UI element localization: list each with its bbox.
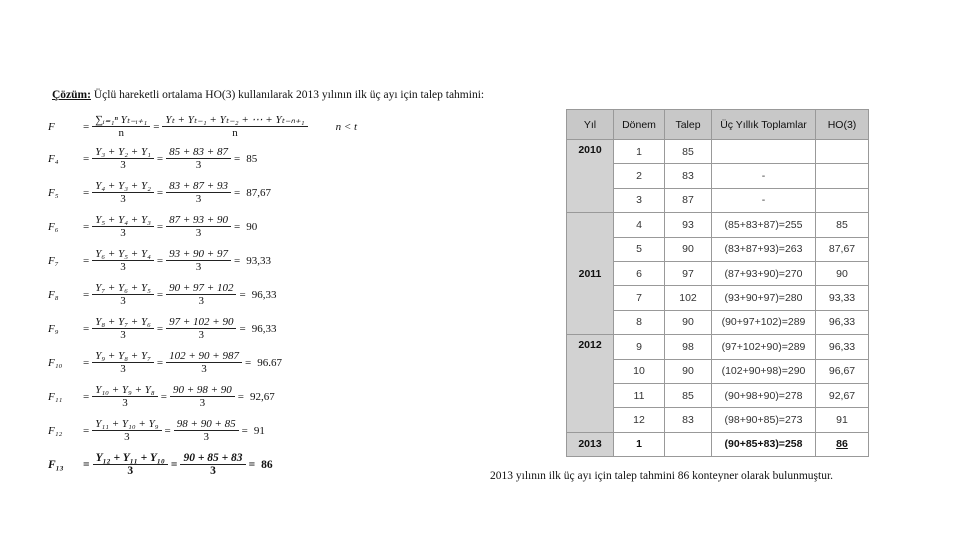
formula-result: 85	[246, 152, 258, 165]
formula-result: 96,33	[251, 322, 277, 335]
formula-num2: 90 + 98 + 90	[170, 384, 235, 397]
year-cell: 2013	[567, 432, 614, 456]
period-cell: 3	[614, 188, 665, 212]
formula-den2: 3	[195, 159, 202, 171]
year-cell: 2012	[567, 335, 614, 433]
formula-num2: 90 + 97 + 102	[166, 282, 236, 295]
totals-cell: (85+83+87)=255	[712, 213, 816, 237]
formula-den2: 3	[195, 227, 202, 239]
formula-result: 91	[253, 424, 265, 437]
formula-result: 96,33	[251, 288, 277, 301]
totals-cell: (98+90+85)=273	[712, 408, 816, 432]
formula-lhs: F₇	[48, 254, 59, 267]
period-cell: 1	[614, 432, 665, 456]
ho3-cell: 92,67	[816, 383, 869, 407]
formula-num: ∑ᵢ₌₁ⁿ Yₜ₋ᵢ₊₁	[92, 114, 150, 127]
demand-cell: 97	[665, 261, 712, 285]
formula-num2: Yₜ + Yₜ₋₁ + Yₜ₋₂ + ⋯ + Yₜ₋ₙ₊₁	[162, 114, 307, 127]
col-header-period: Dönem	[614, 110, 665, 140]
col-header-demand: Talep	[665, 110, 712, 140]
formula-num2: 85 + 83 + 87	[166, 146, 231, 159]
ho3-cell: 90	[816, 261, 869, 285]
general-formula: F = $\frac{\text{∑ᵢ₌₁ⁿ Yₜ₋ᵢ₊₁}}{n}$ = $\frac{\text{Yₜ + Yₜ₋₁ + Yₜ₋₂ + ⋯ + Yₜ₋ₙ₊₁}}{n}$ n < t	[48, 114, 358, 139]
formula-num2: 97 + 102 + 90	[166, 316, 236, 329]
formula-result: 93,33	[246, 254, 271, 267]
formula-den: 3	[120, 261, 126, 273]
formula-num: Y₁₂ + Y₁₁ + Y₁₀	[93, 452, 168, 465]
formula-den: 3	[120, 295, 126, 307]
formula-den2: 3	[195, 193, 202, 205]
ho3-cell: 96,33	[816, 310, 869, 334]
formula-row: F₆ = $\frac{\text{Y₅ + Y₄ + Y₃}}{3}$ = $\frac{87 + 93 + 90}{3}$ = 90	[48, 214, 258, 239]
formula-num: Y₁₀ + Y₉ + Y₈	[92, 384, 158, 397]
col-header-ho3: HO(3)	[816, 110, 869, 140]
totals-cell: (97+102+90)=289	[712, 335, 816, 359]
formula-num2: 98 + 90 + 85	[174, 418, 239, 431]
formula-row: F₁₁ = $\frac{\text{Y₁₀ + Y₉ + Y₈}}{3}$ = $\frac{90 + 98 + 90}{3}$ = 92,67	[48, 384, 275, 409]
formula-row: F₁₂ = $\frac{\text{Y₁₁ + Y₁₀ + Y₉}}{3}$ = $\frac{98 + 90 + 85}{3}$ = 91	[48, 418, 265, 443]
formula-row: F₄ = $\frac{\text{Y₃ + Y₂ + Y₁}}{3}$ = $\frac{85 + 83 + 87}{3}$ = 85	[48, 146, 258, 171]
ho3-cell: 96,33	[816, 335, 869, 359]
totals-cell	[712, 140, 816, 164]
formula-num2: 87 + 93 + 90	[166, 214, 231, 227]
formula-result: 92,67	[250, 390, 275, 403]
formula-den: n	[118, 127, 124, 139]
formula-lhs: F₆	[48, 220, 59, 233]
formula-num2: 93 + 90 + 97	[166, 248, 231, 261]
formula-row: F₁₀ = $\frac{\text{Y₉ + Y₈ + Y₇}}{3}$ = $\frac{102 + 90 + 987}{3}$ = 96.67	[48, 350, 282, 375]
formula-row: F₅ = $\frac{\text{Y₄ + Y₃ + Y₂}}{3}$ = $\frac{83 + 87 + 93}{3}$ = 87,67	[48, 180, 271, 205]
conclusion-text: 2013 yılının ilk üç ayı için talep tahmini 86 konteyner olarak bulunmuştur.	[490, 470, 834, 482]
formula-lhs: F₁₁	[48, 390, 63, 403]
demand-cell: 87	[665, 188, 712, 212]
totals-cell: (93+90+97)=280	[712, 286, 816, 310]
period-cell: 12	[614, 408, 665, 432]
formula-den: 3	[122, 397, 128, 409]
formula-num: Y₈ + Y₇ + Y₆	[92, 316, 154, 329]
solution-lead: Çözüm:	[52, 89, 91, 101]
formula-lhs: F₁₀	[48, 356, 63, 369]
demand-cell: 102	[665, 286, 712, 310]
formula-lhs: F₅	[48, 186, 59, 199]
formula-lhs: F₄	[48, 152, 59, 165]
formula-den2: 3	[198, 329, 205, 341]
formula-den: 3	[120, 159, 126, 171]
demand-cell: 90	[665, 237, 712, 261]
formula-result: 90	[246, 220, 258, 233]
period-cell: 4	[614, 213, 665, 237]
ho3-cell	[816, 164, 869, 188]
totals-cell: (83+87+93)=263	[712, 237, 816, 261]
formula-row: F₁₃ = $\frac{\text{Y₁₂ + Y₁₁ + Y₁₀}}{3}$ = $\frac{90 + 85 + 83}{3}$ = 86	[48, 452, 273, 477]
table-row	[567, 432, 869, 456]
demand-cell: 85	[665, 383, 712, 407]
formula-result: 86	[261, 458, 273, 471]
demand-cell: 90	[665, 310, 712, 334]
totals-cell: -	[712, 188, 816, 212]
formula-num2: 102 + 90 + 987	[166, 350, 242, 363]
formula-den2: 3	[201, 363, 207, 375]
formula-den2: 3	[203, 431, 209, 443]
table-row	[567, 213, 869, 237]
demand-cell: 85	[665, 140, 712, 164]
totals-cell: (87+93+90)=270	[712, 261, 816, 285]
formula-den: 3	[120, 363, 126, 375]
formula-num: Y₁₁ + Y₁₀ + Y₉	[92, 418, 161, 431]
formula-result: 87,67	[246, 186, 271, 199]
demand-cell: 83	[665, 408, 712, 432]
formula-num: Y₇ + Y₆ + Y₅	[92, 282, 154, 295]
ho3-cell: 93,33	[816, 286, 869, 310]
formula-den: 3	[124, 431, 130, 443]
demand-cell: 93	[665, 213, 712, 237]
ho3-cell: 96,67	[816, 359, 869, 383]
formula-den2: n	[232, 127, 238, 139]
solution-heading	[52, 89, 484, 101]
period-cell: 2	[614, 164, 665, 188]
solution-text: Üçlü hareketli ortalama HO(3) kullanılarak 2013 yılının ilk üç ayı için talep tahmini:	[93, 89, 485, 101]
demand-cell	[665, 432, 712, 456]
formula-den: 3	[127, 465, 134, 477]
ho3-cell: 86	[816, 432, 869, 456]
period-cell: 9	[614, 335, 665, 359]
formula-num2: 83 + 87 + 93	[166, 180, 231, 193]
formula-num2: 90 + 85 + 83	[180, 452, 245, 465]
ho3-cell: 85	[816, 213, 869, 237]
formula-row: F₇ = $\frac{\text{Y₆ + Y₅ + Y₄}}{3}$ = $\frac{93 + 90 + 97}{3}$ = 93,33	[48, 248, 271, 273]
totals-cell: (90+98+90)=278	[712, 383, 816, 407]
year-cell: 2010	[567, 140, 614, 213]
col-header-year: Yıl	[567, 110, 614, 140]
formula-lhs: F₉	[48, 322, 59, 335]
demand-cell: 83	[665, 164, 712, 188]
period-cell: 11	[614, 383, 665, 407]
formula-den2: 3	[198, 295, 205, 307]
table-row	[567, 335, 869, 359]
ho3-cell: 91	[816, 408, 869, 432]
formula-row: F₈ = $\frac{\text{Y₇ + Y₆ + Y₅}}{3}$ = $\frac{90 + 97 + 102}{3}$ = 96,33	[48, 282, 277, 307]
formula-den: 3	[120, 329, 126, 341]
formula-num: Y₅ + Y₄ + Y₃	[92, 214, 154, 227]
totals-cell: (90+97+102)=289	[712, 310, 816, 334]
year-cell: 2011	[567, 213, 614, 335]
formula-den2: 3	[199, 397, 206, 409]
formula-lhs: F₈	[48, 288, 59, 301]
period-cell: 8	[614, 310, 665, 334]
formula-den: 3	[120, 193, 126, 205]
ho3-cell	[816, 188, 869, 212]
formula-result: 96.67	[257, 356, 282, 369]
totals-cell: (90+85+83)=258	[712, 432, 816, 456]
moving-average-table	[566, 109, 869, 457]
period-cell: 5	[614, 237, 665, 261]
col-header-totals: Üç Yıllık Toplamlar	[712, 110, 816, 140]
formula-lhs: F	[48, 120, 55, 133]
formula-lhs: F₁₂	[48, 424, 63, 437]
period-cell: 10	[614, 359, 665, 383]
formula-den: 3	[120, 227, 126, 239]
formula-row: F₉ = $\frac{\text{Y₈ + Y₇ + Y₆}}{3}$ = $\frac{97 + 102 + 90}{3}$ = 96,33	[48, 316, 277, 341]
totals-cell: (102+90+98)=290	[712, 359, 816, 383]
totals-cell: -	[712, 164, 816, 188]
formula-num: Y₄ + Y₃ + Y₂	[92, 180, 154, 193]
formula-den2: 3	[195, 261, 202, 273]
period-cell: 1	[614, 140, 665, 164]
formula-num: Y₆ + Y₅ + Y₄	[92, 248, 154, 261]
formula-den2: 3	[210, 465, 216, 477]
formula-lhs: F₁₃	[48, 458, 64, 471]
formula-num: Y₉ + Y₈ + Y₇	[92, 350, 154, 363]
ho3-cell	[816, 140, 869, 164]
ho3-cell: 87,67	[816, 237, 869, 261]
formula-num: Y₃ + Y₂ + Y₁	[92, 146, 154, 159]
period-cell: 7	[614, 286, 665, 310]
demand-cell: 98	[665, 335, 712, 359]
table-row	[567, 140, 869, 164]
formula-condition: n < t	[335, 120, 358, 133]
demand-cell: 90	[665, 359, 712, 383]
period-cell: 6	[614, 261, 665, 285]
